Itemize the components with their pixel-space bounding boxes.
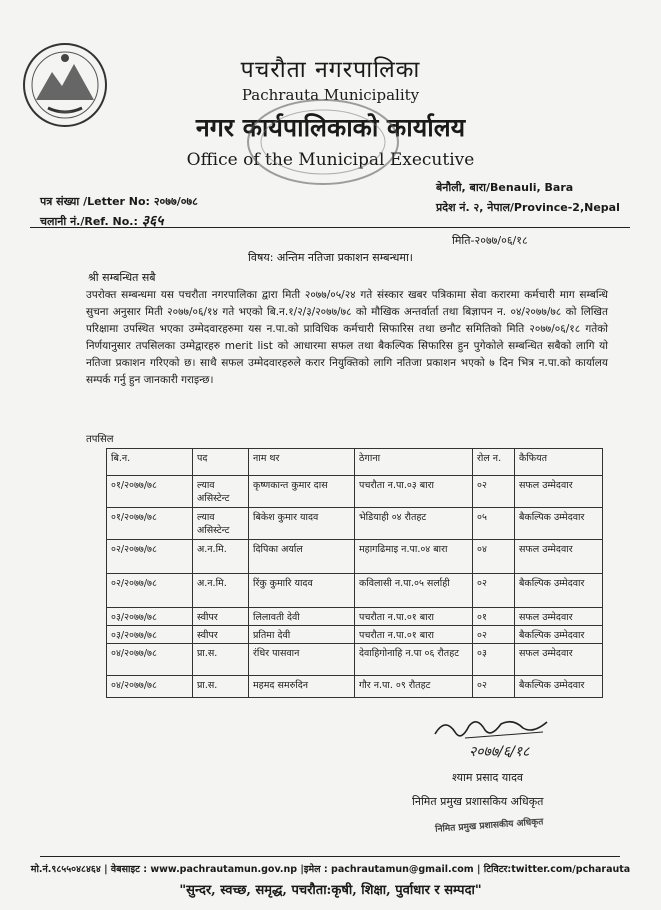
cell-roll-no: ०२ bbox=[473, 476, 515, 508]
cell-name: दिपिका अर्याल bbox=[249, 540, 355, 574]
cell-post: अ.न.मि. bbox=[193, 574, 249, 608]
cell-roll-no: ०४ bbox=[473, 540, 515, 574]
cell-roll-no: ०१ bbox=[473, 608, 515, 626]
cell-address: गौर न.पा. ०९ रौतहट bbox=[355, 676, 473, 698]
details-label: तपसिल bbox=[86, 434, 114, 445]
cell-roll-no: ०५ bbox=[473, 508, 515, 540]
cell-address: पचरौता न.पा.०३ बारा bbox=[355, 476, 473, 508]
cell-remarks: सफल उम्मेदवार bbox=[515, 476, 603, 508]
result-table bbox=[106, 448, 603, 698]
municipality-title: पचरौता नगरपालिका bbox=[240, 57, 421, 83]
signatory-stamp: निमित प्रमुख प्रशासकीय अधिकृत bbox=[434, 817, 544, 835]
table-row bbox=[107, 540, 603, 574]
cell-ad-no: ०१/२०७७/७८ bbox=[107, 476, 193, 508]
municipality-subtitle: Pachrauta Municipality bbox=[241, 86, 420, 104]
footer-divider bbox=[40, 856, 620, 857]
footer-slogan: "सुन्दर, स्वच्छ, समृद्ध, पचरौता:कृषी, शिक्षा, पुर्वाधार र सम्पदा" bbox=[179, 883, 482, 898]
letter-number-value: २०७७/०७८ bbox=[153, 195, 198, 208]
cell-remarks: सफल उम्मेदवार bbox=[515, 540, 603, 574]
cell-remarks: बैकल्पिक उम्मेदवार bbox=[515, 574, 603, 608]
office-title: नगर कार्यपालिकाको कार्यालय bbox=[195, 113, 466, 142]
cell-remarks: बैकल्पिक उम्मेदवार bbox=[515, 626, 603, 644]
cell-ad-no: ०२/२०७७/७८ bbox=[107, 540, 193, 574]
address-line-2: प्रदेश नं. २, नेपाल/Province-2,Nepal bbox=[436, 201, 620, 214]
signatory-name: श्याम प्रसाद यादव bbox=[452, 771, 524, 784]
cell-post: प्रा.स. bbox=[193, 676, 249, 698]
cell-address: पचरौता न.पा.०१ बारा bbox=[355, 608, 473, 626]
cell-post: अ.न.मि. bbox=[193, 540, 249, 574]
cell-ad-no: ०४/२०७७/७८ bbox=[107, 676, 193, 698]
table-row bbox=[107, 626, 603, 644]
header-post: पद bbox=[193, 449, 249, 476]
letter-date: मिति-२०७७/०६/१८ bbox=[452, 234, 528, 247]
reference-number-label: चलानी नं./Ref. No.: bbox=[40, 215, 138, 228]
cell-name: बिकेश कुमार यादव bbox=[249, 508, 355, 540]
table-header-row bbox=[107, 449, 603, 476]
cell-name: रिंकु कुमारि यादव bbox=[249, 574, 355, 608]
cell-remarks: सफल उम्मेदवार bbox=[515, 644, 603, 676]
cell-ad-no: ०२/२०७७/७८ bbox=[107, 574, 193, 608]
address-line-1: बेनौली, बारा/Benauli, Bara bbox=[436, 181, 574, 194]
letter-subject: विषय: अन्तिम नतिजा प्रकाशन सम्बन्धमा। bbox=[248, 251, 413, 264]
cell-ad-no: ०३/२०७७/७८ bbox=[107, 626, 193, 644]
cell-name: लिलावती देवी bbox=[249, 608, 355, 626]
cell-name: रंधिर पासवान bbox=[249, 644, 355, 676]
header-address: ठेगाना bbox=[355, 449, 473, 476]
cell-post: ल्याव असिस्टेन्ट bbox=[193, 476, 249, 508]
table-row bbox=[107, 508, 603, 540]
cell-post: ल्याव असिस्टेन्ट bbox=[193, 508, 249, 540]
cell-remarks: सफल उम्मेदवार bbox=[515, 608, 603, 626]
office-title-english: Office of the Municipal Executive bbox=[186, 150, 475, 170]
handwritten-signature bbox=[425, 712, 555, 762]
letter-number-label: पत्र संख्या /Letter No: bbox=[40, 195, 150, 208]
cell-roll-no: ०२ bbox=[473, 676, 515, 698]
cell-ad-no: ०४/२०७७/७८ bbox=[107, 644, 193, 676]
cell-roll-no: ०२ bbox=[473, 626, 515, 644]
cell-address: पचरौता न.पा.०१ बारा bbox=[355, 626, 473, 644]
cell-ad-no: ०३/२०७७/७८ bbox=[107, 608, 193, 626]
letter-body: उपरोक्त सम्बन्धमा यस पचरौता नगरपालिका द्वारा मिती २०७७/०५/२४ गते संस्कार खबर पत्रिकामा सेवा करारमा कर्मचारी माग सम्बन्धि सुचना अनुसार मिती २०७७/०६/१४ गते भएको बि.न.१/२/३/२०७७/७८ को मौखिक अन्तर्वार्ता तथा बिज्ञापन न. ०४/२०७७/७८ को लिखित परिक्षामा उपस्थित भएका उम्मेदवारहरुमा यस न.पा.को प्राविधिक कर्मचारी सिफारिस तथा छनौट समितिको मिति २०७७/०६/१८ गतेको निर्णयानुसार तपसिलका उम्मेद्वारहरु merit list को आधारमा सफल तथा बैकल्पिक सिफारिस हुन पुगेकोले सम्बन्धित सबैको लागि यो नतिजा प्रकाशन गरिएको छ। साथै सफल उम्मेदवारहरुले करार नियुक्तिको लागि नतिजा प्रकाशन भएको ७ दिन भित्र न.पा.को कार्यालय सम्पर्क गर्नु हुन जानकारी गराइन्छ। bbox=[86, 289, 608, 386]
table-row bbox=[107, 644, 603, 676]
letter-salutation: श्री सम्बन्धित सबै bbox=[88, 271, 156, 284]
table-row bbox=[107, 608, 603, 626]
cell-remarks: बैकल्पिक उम्मेदवार bbox=[515, 676, 603, 698]
cell-ad-no: ०१/२०७७/७८ bbox=[107, 508, 193, 540]
header-name: नाम थर bbox=[249, 449, 355, 476]
header-remarks: कैफियत bbox=[515, 449, 603, 476]
cell-address: कविलासी न.पा.०५ सर्लाही bbox=[355, 574, 473, 608]
cell-roll-no: ०२ bbox=[473, 574, 515, 608]
cell-address: देवाहिगोनाहि न.पा ०६ रौतहट bbox=[355, 644, 473, 676]
header-ad-no: बि.न. bbox=[107, 449, 193, 476]
letter-number bbox=[40, 194, 198, 209]
office-seal-stamp bbox=[238, 92, 408, 192]
cell-post: प्रा.स. bbox=[193, 644, 249, 676]
signatory-designation: निमित प्रमुख प्रशासकिय अधिकृत bbox=[412, 795, 544, 808]
cell-name: प्रतिमा देवी bbox=[249, 626, 355, 644]
header-divider bbox=[30, 227, 630, 228]
cell-post: स्वीपर bbox=[193, 626, 249, 644]
cell-address: भेडियाही ०४ रौतहट bbox=[355, 508, 473, 540]
header-roll-no: रोल न. bbox=[473, 449, 515, 476]
cell-name: महमद समरुदिन bbox=[249, 676, 355, 698]
reference-number-value: ३६५ bbox=[141, 213, 164, 229]
cell-name: कृष्णकान्त कुमार दास bbox=[249, 476, 355, 508]
handwritten-date: २०७७/६/१८ bbox=[469, 744, 530, 760]
table-row bbox=[107, 676, 603, 698]
table-row bbox=[107, 476, 603, 508]
cell-post: स्वीपर bbox=[193, 608, 249, 626]
table-row bbox=[107, 574, 603, 608]
cell-remarks: बैकल्पिक उम्मेदवार bbox=[515, 508, 603, 540]
footer-contact: मो.नं.९८५५०४८४६४ | वेबसाइट : www.pachrautamun.gov.np |इमेल : pachrautamun@gmail.com | टिविटर:twitter.com/pcharauta bbox=[30, 864, 631, 875]
cell-address: महागढिमाइ न.पा.०४ बारा bbox=[355, 540, 473, 574]
cell-roll-no: ०३ bbox=[473, 644, 515, 676]
